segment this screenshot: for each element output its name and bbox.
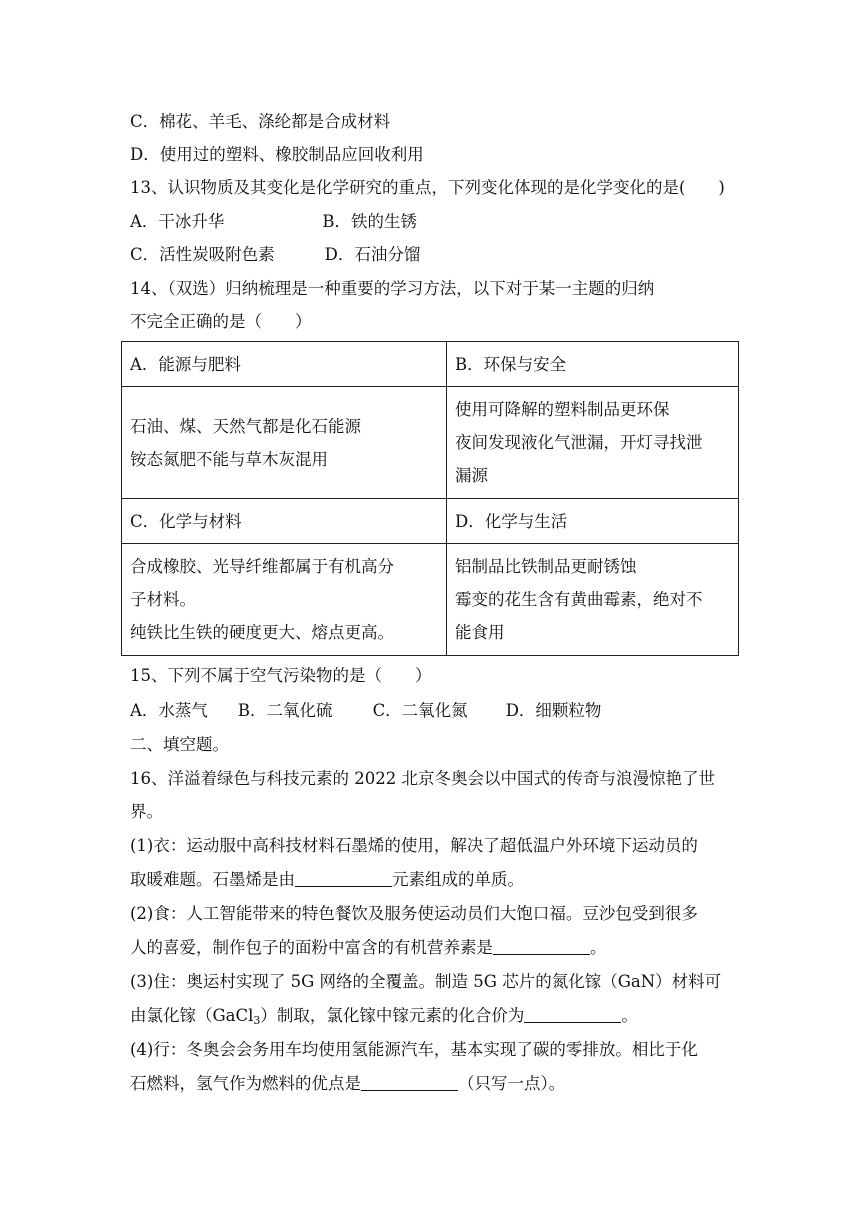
q16-stem-line1: 16、洋溢着绿色与科技元素的 2022 北京冬奥会以中国式的传奇与浪漫惊艳了世	[130, 769, 715, 788]
text-segment: （只写一点）。	[458, 1074, 566, 1093]
table-cell-c-header: C．化学与材料	[122, 499, 447, 544]
answer-blank-4[interactable]	[361, 1074, 458, 1091]
q16-stem-line2: 界。	[130, 802, 163, 821]
cell-line: 铵态氮肥不能与草木灰混用	[130, 449, 328, 469]
q14-stem-line1: 14、（双选）归纳梳理是一种重要的学习方法，以下对于某一主题的归纳	[130, 279, 655, 298]
q15-option-b: B．二氧化硫	[237, 701, 333, 720]
subscript: 3	[253, 1014, 261, 1027]
cell-line: 纯铁比生铁的硬度更大、熔点更高。	[130, 623, 394, 642]
q15-options	[130, 700, 601, 722]
text-segment: 人的喜爱，制作包子的面粉中富含的有机营养素是	[130, 938, 493, 957]
table-row	[122, 387, 739, 499]
section-title: 二、填空题。	[130, 735, 229, 754]
cell-line: 能食用	[455, 623, 505, 642]
cell-line: 使用可降解的塑料制品更环保	[455, 400, 670, 419]
q13-options-row1	[130, 211, 417, 233]
q16-part2-line1: (2)食：人工智能带来的特色餐饮及服务使运动员们大饱口福。豆沙包受到很多	[130, 904, 698, 923]
table-row	[122, 544, 739, 656]
table-cell-b-body	[447, 387, 739, 499]
cell-line: 漏源	[455, 466, 488, 485]
answer-blank-2[interactable]	[493, 938, 590, 955]
q16-part4-line1: (4)行：冬奥会会务用车均使用氢能源汽车，基本实现了碳的零排放。相比于化	[130, 1040, 698, 1059]
q13-stem: 13、认识物质及其变化是化学研究的重点，下列变化体现的是化学变化的是( )	[130, 178, 725, 197]
table-cell-d-body	[447, 544, 739, 656]
q13-option-d: D．石油分馏	[324, 245, 421, 264]
q15-stem: 15、下列不属于空气污染物的是（ ）	[130, 666, 432, 685]
table-cell-d-header: D．化学与生活	[447, 499, 739, 544]
cell-line: 霉变的花生含有黄曲霉素，绝对不	[455, 590, 703, 609]
table-row	[122, 342, 739, 387]
table-cell-a-body	[122, 387, 447, 499]
table-cell-b-header: B．环保与安全	[447, 342, 739, 387]
text-segment: 石燃料，氢气作为燃料的优点是	[130, 1074, 361, 1093]
text-segment: 取暖难题。石墨烯是由	[130, 870, 295, 889]
q13-option-b: B．铁的生锈	[322, 212, 418, 231]
cell-line: 子材料。	[130, 590, 196, 609]
q16-part3-line2	[130, 1005, 638, 1027]
cell-line: 合成橡胶、光导纤维都属于有机高分	[130, 557, 394, 576]
cell-line: 铝制品比铁制品更耐锈蚀	[455, 557, 637, 576]
q16-part2-line2	[130, 937, 607, 959]
answer-blank-1[interactable]	[295, 870, 392, 887]
q16-part1-line1: (1)衣：运动服中高科技材料石墨烯的使用，解决了超低温户外环境下运动员的	[130, 836, 698, 855]
table-cell-a-header: A．能源与肥料	[122, 342, 447, 387]
q14-stem-line2: 不完全正确的是（ ）	[130, 312, 312, 331]
q15-option-a: A．水蒸气	[130, 701, 208, 720]
text-segment: 。	[590, 938, 607, 957]
q13-option-a: A．干冰升华	[130, 212, 225, 231]
table-row	[122, 499, 739, 544]
answer-blank-3[interactable]	[524, 1006, 621, 1023]
q16-part1-line2	[130, 869, 524, 891]
q14-table	[121, 341, 739, 656]
q16-part4-line2	[130, 1073, 565, 1095]
q16-part3-line1: (3)住：奥运村实现了 5G 网络的全覆盖。制造 5G 芯片的氮化镓（GaN）材料可	[130, 972, 722, 991]
q15-option-d: D．细颗粒物	[505, 701, 602, 720]
text-segment: 。	[621, 1006, 638, 1025]
q12-option-d: D．使用过的塑料、橡胶制品应回收利用	[130, 145, 424, 164]
q13-option-c: C．活性炭吸附色素	[130, 245, 275, 264]
cell-line: 石油、煤、天然气都是化石能源	[130, 416, 361, 436]
text-segment: 由氯化镓（GaCl	[130, 1006, 254, 1025]
table-cell-c-body	[122, 544, 447, 656]
cell-line: 夜间发现液化气泄漏，开灯寻找泄	[455, 433, 703, 452]
q15-option-c: C．二氧化氮	[372, 701, 468, 720]
text-segment: ）制取，氯化镓中镓元素的化合价为	[260, 1006, 525, 1025]
text-segment: 元素组成的单质。	[392, 870, 524, 889]
q12-option-c: C．棉花、羊毛、涤纶都是合成材料	[130, 112, 391, 131]
q13-options-row2	[130, 244, 420, 266]
